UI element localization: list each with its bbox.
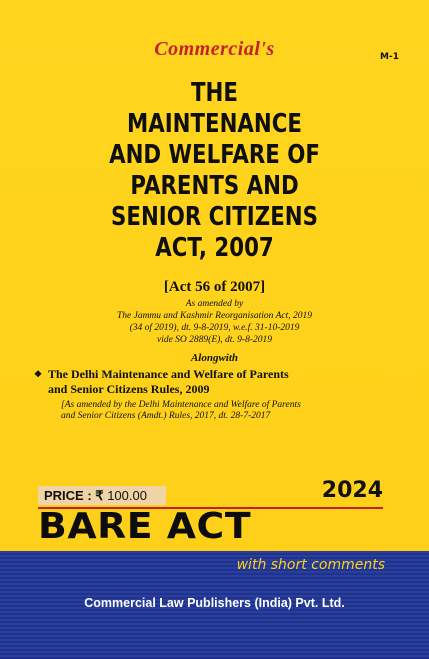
rules-note-line: [As amended by the Delhi Maintenance and Welfare of Parents: [61, 400, 301, 410]
rules-title-line: The Delhi Maintenance and Welfare of Parents: [48, 367, 289, 381]
rules-title: [34, 367, 398, 397]
title-line: AND WELFARE OF: [109, 140, 320, 170]
amendment-line: The Jammu and Kashmir Reorganisation Act, 2019: [116, 311, 312, 321]
title-line: SENIOR CITIZENS: [111, 202, 318, 232]
series-title: BARE ACT: [38, 506, 252, 547]
rules-amendment-note: [61, 400, 391, 422]
alongwith-label: Alongwith: [190, 352, 239, 364]
title-line: MAINTENANCE: [126, 109, 302, 139]
rupee-icon: ₹: [95, 488, 104, 503]
footer-publisher: Commercial Law Publishers (India) Pvt. Ltd.: [84, 596, 345, 610]
price-value: 100.00: [107, 488, 147, 503]
amendment-line: vide SO 2889(E), dt. 9-8-2019: [156, 335, 273, 345]
price-box: [38, 486, 166, 505]
rules-title-line: and Senior Citizens Rules, 2009: [48, 382, 210, 396]
amendment-line: As amended by: [185, 299, 244, 309]
publisher-logo: Commercial's: [154, 38, 275, 60]
price-label: PRICE :: [44, 488, 92, 503]
edition-year: 2024: [321, 478, 383, 503]
book-title: [39, 78, 391, 264]
title-line: ACT, 2007: [155, 233, 274, 263]
amendment-line: (34 of 2019), dt. 9-8-2019, w.e.f. 31-10-2019: [129, 323, 300, 333]
title-line: PARENTS AND: [130, 171, 299, 201]
rules-note-line: and Senior Citizens (Amdt.) Rules, 2017, dt. 28-7-2017: [61, 411, 271, 421]
title-line: THE: [191, 78, 238, 108]
amendment-note: [0, 298, 429, 346]
series-code: M-1: [380, 52, 399, 62]
act-number: [Act 56 of 2007]: [163, 279, 266, 295]
diamond-bullet-icon: ❖: [34, 369, 43, 379]
series-subtitle: with short comments: [236, 557, 385, 573]
